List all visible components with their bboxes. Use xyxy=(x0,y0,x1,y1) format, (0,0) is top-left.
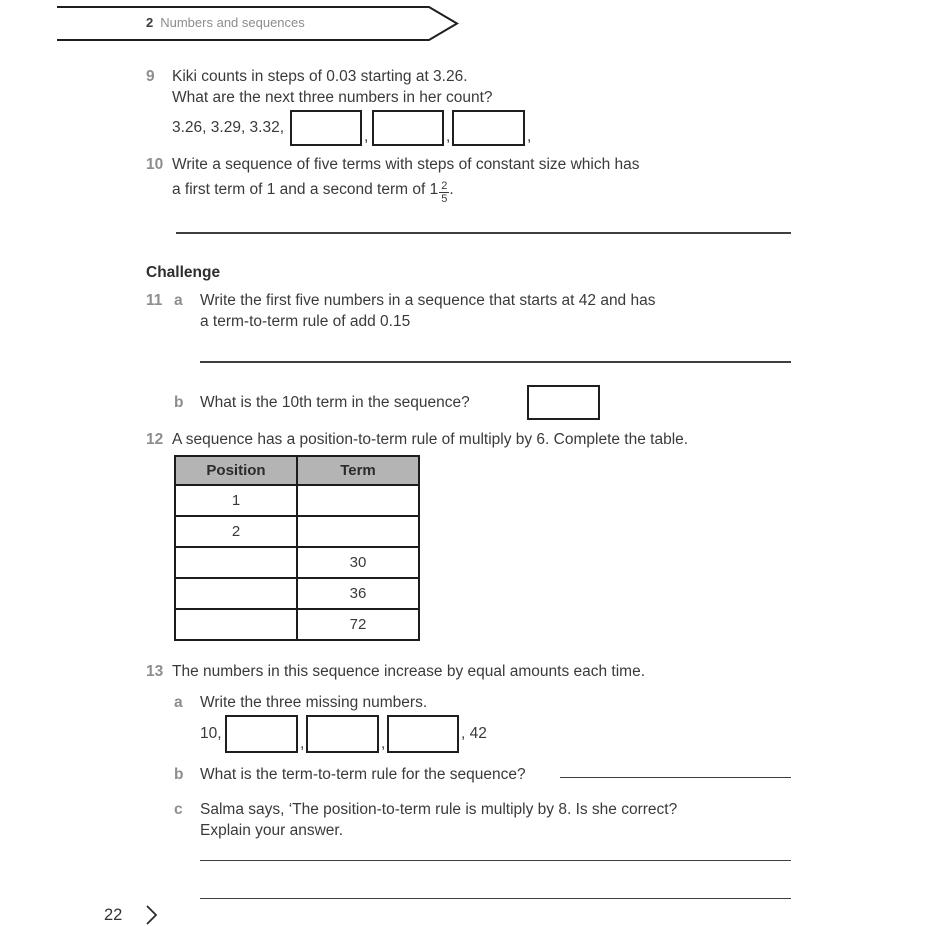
q13a-comma-1: , xyxy=(300,735,305,752)
q13c-answer-line-2[interactable] xyxy=(200,898,791,899)
q9-answer-box-3[interactable] xyxy=(452,110,525,146)
q13c-label: c xyxy=(174,801,183,818)
q13c-answer-line-1[interactable] xyxy=(200,860,791,861)
q10-answer-line[interactable] xyxy=(176,232,791,234)
table-cell-position-5-empty[interactable] xyxy=(175,609,297,640)
q9-answer-box-1[interactable] xyxy=(290,110,362,146)
table-cell-position-1: 1 xyxy=(175,485,297,516)
q9-comma-3: , xyxy=(527,128,532,145)
table-row xyxy=(175,516,419,547)
q11-number: 11 xyxy=(146,292,163,309)
q9-line1: Kiki counts in steps of 0.03 starting at 3.26. xyxy=(172,68,468,85)
q13b-answer-line[interactable] xyxy=(560,777,791,778)
q13a-answer-box-2[interactable] xyxy=(306,715,379,753)
table-row xyxy=(175,578,419,609)
table-cell-term-3: 30 xyxy=(297,547,419,578)
q13a-answer-box-3[interactable] xyxy=(387,715,459,753)
q13a-text: Write the three missing numbers. xyxy=(200,694,428,711)
q13a-start: 10, xyxy=(200,725,222,742)
table-cell-term-1-empty[interactable] xyxy=(297,485,419,516)
chapter-title: Numbers and sequences xyxy=(160,15,305,30)
q9-comma-1: , xyxy=(364,128,369,145)
q13c-line1: Salma says, ‘The position-to-term rule is multiply by 8. Is she correct? xyxy=(200,801,678,818)
q13-number: 13 xyxy=(146,663,164,680)
q9-number: 9 xyxy=(146,68,155,85)
q13a-answer-box-1[interactable] xyxy=(225,715,298,753)
chapter-number: 2 xyxy=(146,15,154,30)
table-cell-position-3-empty[interactable] xyxy=(175,547,297,578)
next-page-chevron-icon[interactable] xyxy=(142,903,162,926)
table-cell-term-4: 36 xyxy=(297,578,419,609)
q13a-comma-2: , xyxy=(381,735,386,752)
q13a-label: a xyxy=(174,694,183,711)
table-cell-position-2: 2 xyxy=(175,516,297,547)
q12-text: A sequence has a position-to-term rule of multiply by 6. Complete the table. xyxy=(172,431,689,448)
q10-line2-pre: a first term of 1 and a second term of 1 xyxy=(172,181,439,198)
q13c-line2: Explain your answer. xyxy=(200,822,344,839)
q12-number: 12 xyxy=(146,431,164,448)
q11b-text: What is the 10th term in the sequence? xyxy=(200,394,470,411)
q11a-answer-line[interactable] xyxy=(200,361,791,363)
table-row xyxy=(175,547,419,578)
challenge-heading: Challenge xyxy=(146,264,221,281)
q13b-text: What is the term-to-term rule for the sequence? xyxy=(200,766,526,783)
q9-given-sequence: 3.26, 3.29, 3.32, xyxy=(172,119,285,136)
table-cell-term-2-empty[interactable] xyxy=(297,516,419,547)
table-header-position: Position xyxy=(175,456,297,485)
q10-line1: Write a sequence of five terms with steps of constant size which has xyxy=(172,156,640,173)
q11b-label: b xyxy=(174,394,184,411)
q11a-line2: a term-to-term rule of add 0.15 xyxy=(200,313,411,330)
fraction-denominator: 5 xyxy=(441,193,448,205)
q13a-end: , 42 xyxy=(461,725,487,742)
table-row xyxy=(175,609,419,640)
q11a-label: a xyxy=(174,292,183,309)
q10-line2-post: . xyxy=(449,181,454,198)
table-row xyxy=(175,485,419,516)
q9-line2: What are the next three numbers in her count? xyxy=(172,89,493,106)
q10-line2 xyxy=(172,181,454,205)
q10-number: 10 xyxy=(146,156,164,173)
q9-comma-2: , xyxy=(446,128,451,145)
fraction-two-fifths xyxy=(439,181,449,205)
q13-text: The numbers in this sequence increase by equal amounts each time. xyxy=(172,663,646,680)
fraction-numerator: 2 xyxy=(441,180,448,192)
position-term-table xyxy=(174,455,420,641)
page-number: 22 xyxy=(104,906,123,924)
q11b-answer-box[interactable] xyxy=(527,385,600,420)
chapter-banner xyxy=(146,15,305,30)
table-cell-position-4-empty[interactable] xyxy=(175,578,297,609)
q9-answer-box-2[interactable] xyxy=(372,110,444,146)
table-header-row xyxy=(175,456,419,485)
table-cell-term-5: 72 xyxy=(297,609,419,640)
q11a-line1: Write the first five numbers in a sequence that starts at 42 and has xyxy=(200,292,656,309)
q13b-label: b xyxy=(174,766,184,783)
table-header-term: Term xyxy=(297,456,419,485)
